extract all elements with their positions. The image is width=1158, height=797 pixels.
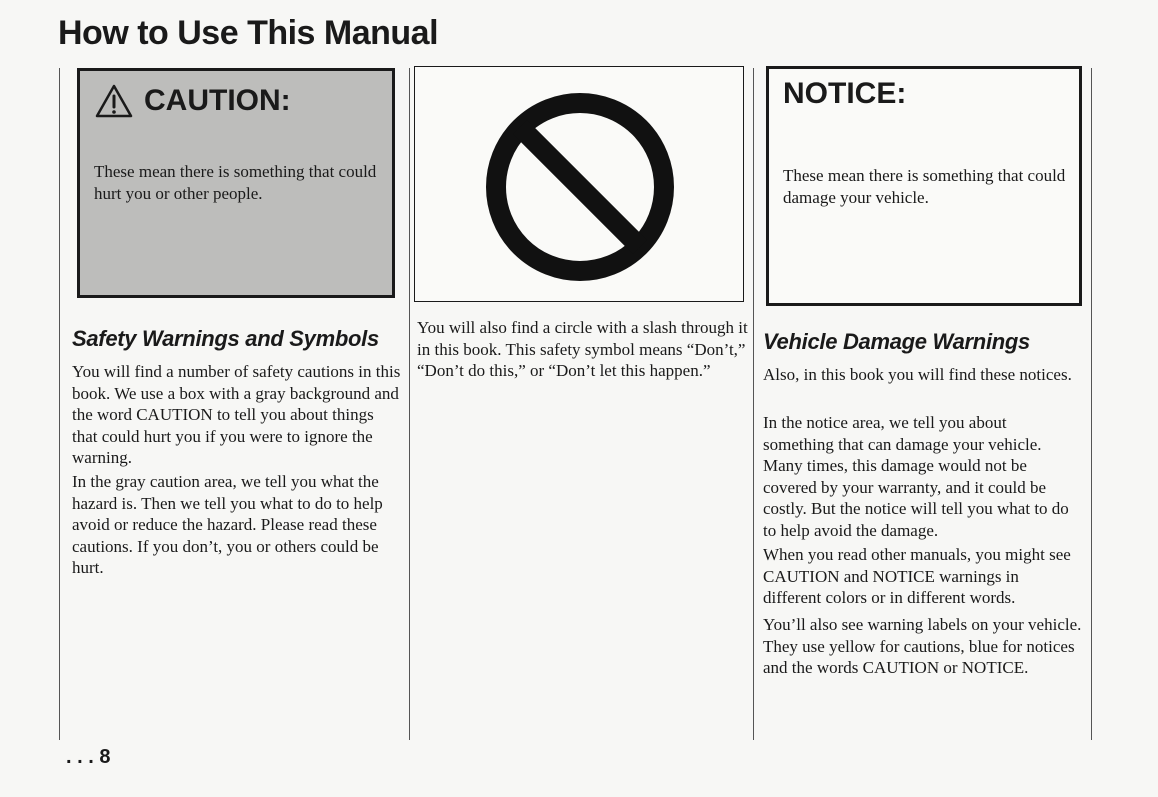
- page-number: . . . 8: [66, 746, 111, 768]
- damage-paragraph: In the notice area, we tell you about something that can damage your vehicle. Many times, this damage would not be covered by your warranty, and it could be costly. But the notice will tell you what to do to help avoid the damage.: [763, 413, 1069, 540]
- damage-paragraph: When you read other manuals, you might see CAUTION and NOTICE warnings in different colors or in different words.: [763, 545, 1071, 607]
- prohibition-circle-slash-icon: [482, 89, 678, 285]
- safety-paragraph: In the gray caution area, we tell you what the hazard is. Then we tell you what to do to help avoid or reduce the hazard. Please read these cautions. If you don’t, you or others could be hurt.: [72, 472, 383, 577]
- symbol-paragraph: You will also find a circle with a slash through it in this book. This safety symbol means “Don’t,” “Don’t do this,” or “Don’t let this happen.”: [417, 318, 748, 380]
- warning-triangle-icon: [94, 83, 134, 119]
- safety-paragraph: You will find a number of safety cautions in this book. We use a box with a gray background and the word CAUTION to tell you about things that could hurt you if you were to ignore the warning.: [72, 362, 401, 467]
- damage-paragraph: Also, in this book you will find these notices.: [763, 365, 1072, 384]
- notice-box: [766, 66, 1082, 306]
- caution-header: [94, 83, 291, 119]
- column-divider: [753, 68, 754, 740]
- vehicle-damage-heading: Vehicle Damage Warnings: [763, 329, 1030, 354]
- damage-paragraph: You’ll also see warning labels on your vehicle. They use yellow for cautions, blue for notices and the words CAUTION or NOTICE.: [763, 615, 1082, 677]
- prohibition-symbol-box: [414, 66, 744, 302]
- caution-text: These mean there is something that could hurt you or other people.: [94, 162, 377, 203]
- caution-box: [77, 68, 395, 298]
- column-divider: [1091, 68, 1092, 740]
- page-title: How to Use This Manual: [58, 14, 439, 52]
- notice-heading: NOTICE:: [783, 77, 907, 110]
- column-divider: [59, 68, 60, 740]
- column-divider: [409, 68, 410, 740]
- caution-heading: CAUTION:: [144, 84, 291, 117]
- safety-warnings-heading: Safety Warnings and Symbols: [72, 326, 379, 351]
- notice-text: These mean there is something that could damage your vehicle.: [783, 166, 1066, 207]
